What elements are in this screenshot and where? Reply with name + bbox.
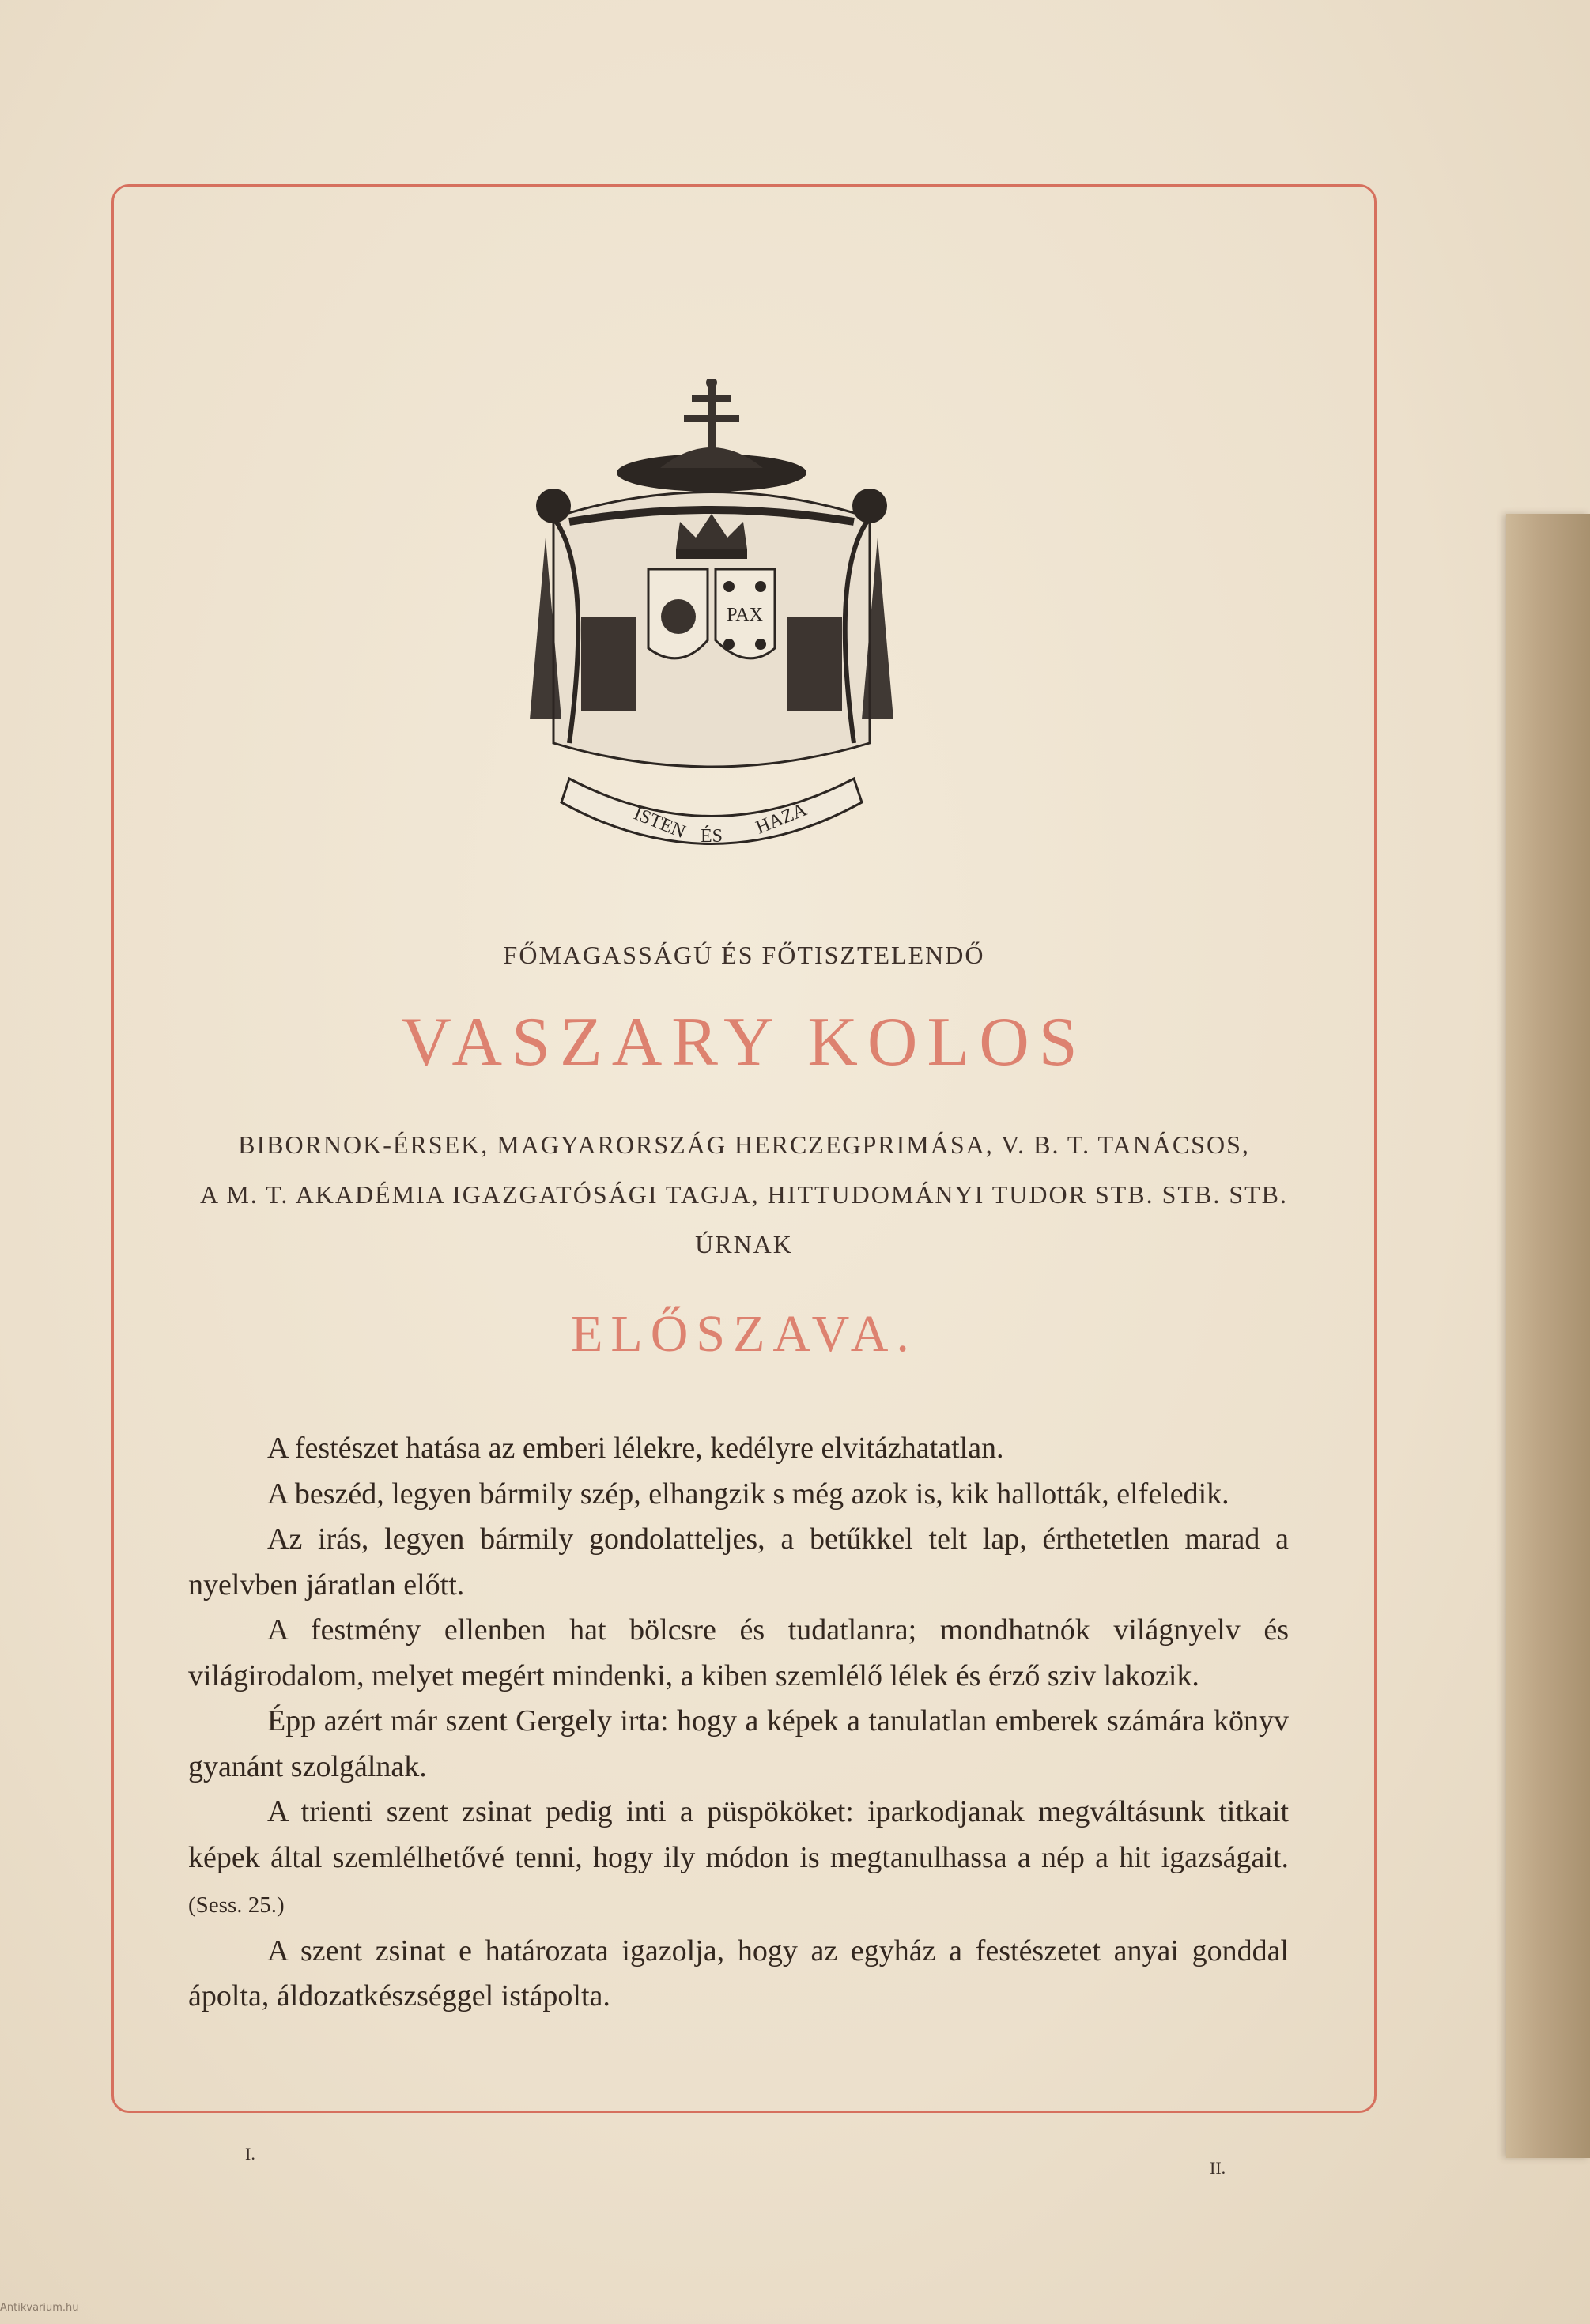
- motto-middle: ÉS: [700, 826, 723, 847]
- motto-left: ISTEN: [630, 803, 689, 843]
- paragraph-6-text: A trienti szent zsinat pedig inti a püspököket: iparkodjanak megváltásunk titkait képek által szemlélhetővé tenni, hogy ily módon is megtanulhassa a nép a hit igazságait.: [188, 1795, 1289, 1874]
- motto-ribbon: [561, 779, 862, 847]
- paragraph-3: Az irás, legyen bármily gondolatteljes, a betűkkel telt lap, érthetetlen marad a nyelvben járatlan előtt.: [188, 1522, 1289, 1602]
- motto-right: HAZA: [753, 799, 810, 839]
- shield-left-icon: [648, 569, 708, 658]
- cross-icon: [684, 379, 739, 455]
- watermark: Antikvarium.hu: [0, 2302, 79, 2314]
- paragraph-1: A festészet hatása az emberi lélekre, kedélyre elvitázhatatlan.: [267, 1432, 1004, 1465]
- shield-right-icon: [716, 569, 775, 658]
- paragraph-6-citation: (Sess. 25.): [188, 1892, 285, 1918]
- paragraph-6: [188, 1790, 1289, 1929]
- titles-line-3: ÚRNAK: [695, 1230, 793, 1258]
- titles-line-2: A M. T. AKADÉMIA IGAZGATÓSÁGI TAGJA, HITTUDOMÁNYI TUDOR STB. STB. STB.: [200, 1180, 1288, 1209]
- preface-body: [188, 1426, 1289, 2020]
- section-title: ELŐSZAVA.: [571, 1305, 917, 1363]
- page-number-right: II.: [1210, 2158, 1226, 2178]
- shield-pax-text: PAX: [727, 605, 763, 625]
- paragraph-4: A festmény ellenben hat bölcsre és tudatlanra; mondhatnók világnyelv és világirodalom, melyet megért mindenki, a kiben szemlélő lélek és érző sziv lakozik.: [188, 1613, 1289, 1692]
- titles-line-1: BIBORNOK-ÉRSEK, MAGYARORSZÁG HERCZEGPRIMÁSA, V. B. T. TANÁCSOS,: [238, 1130, 1250, 1159]
- page-number-left: I.: [245, 2144, 255, 2164]
- paragraph-5: Épp azért már szent Gergely irta: hogy a képek a tanulatlan emberek számára könyv gyanánt szolgálnak.: [188, 1704, 1289, 1783]
- name-title: VASZARY KOLOS: [401, 1004, 1087, 1081]
- paragraph-2: A beszéd, legyen bármily szép, elhangzik s még azok is, kik hallották, elfeledik.: [267, 1477, 1229, 1511]
- honorific-line: FŐMAGASSÁGÚ ÉS FŐTISZTELENDŐ: [503, 941, 985, 969]
- coat-of-arms-emblem: [522, 379, 901, 862]
- adjacent-page-edge: [1506, 514, 1590, 2158]
- cardinal-hat-icon: [617, 447, 806, 492]
- paragraph-7: A szent zsinat e határozata igazolja, hogy az egyház a festészetet anyai gonddal ápolta, áldozatkészséggel istápolta.: [188, 1934, 1289, 2013]
